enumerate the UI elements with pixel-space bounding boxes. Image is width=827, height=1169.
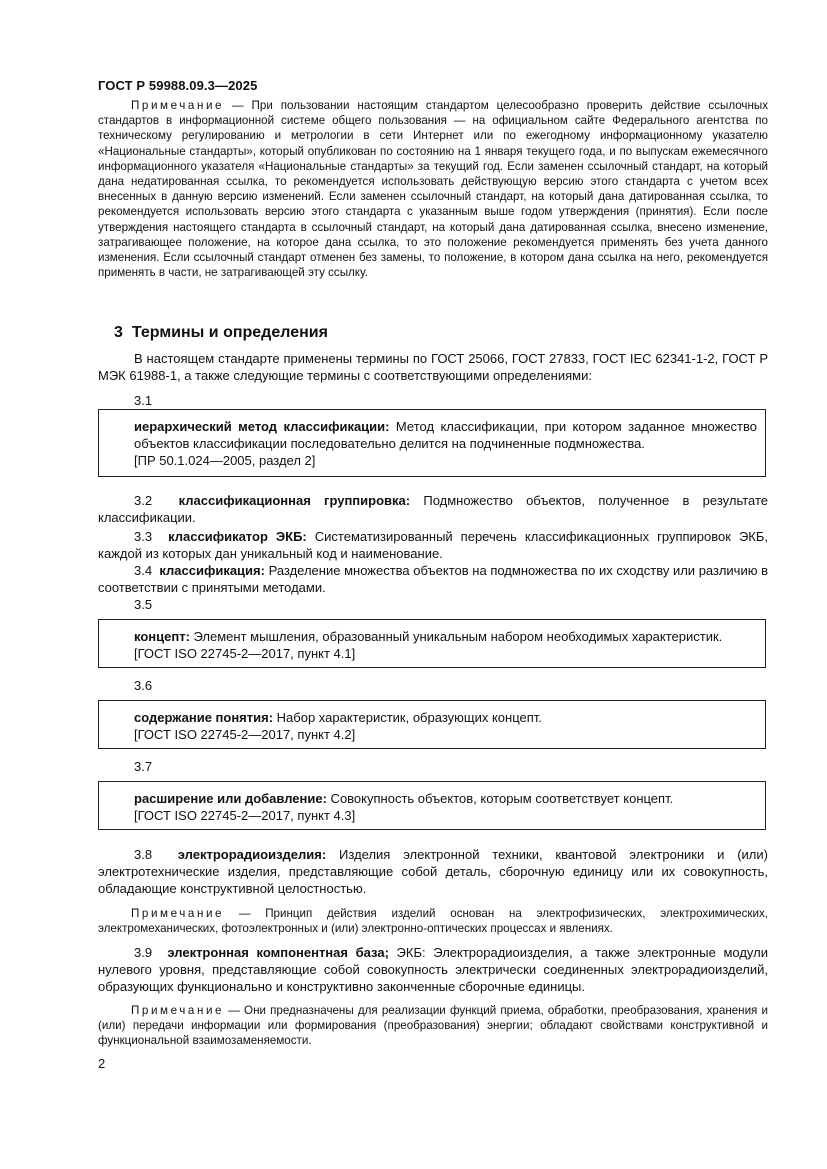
term-name: классификационная группировка: xyxy=(178,493,411,508)
term-def: Набор характеристик, образующих концепт. xyxy=(273,710,542,725)
term-name: содержание понятия: xyxy=(134,710,274,725)
term-num: 3.2 xyxy=(134,493,153,508)
term-name: классификация: xyxy=(159,563,265,578)
document-code-header: ГОСТ Р 59988.09.3—2025 xyxy=(98,78,258,93)
note-label: Примечание xyxy=(131,907,225,920)
note-label: Примечание xyxy=(131,1004,225,1017)
note-label: Примечание xyxy=(131,99,225,112)
term-name: концепт: xyxy=(134,629,190,644)
term-name: электронная компонентная база; xyxy=(167,945,389,960)
term-def: Элемент мышления, образованный уникальным набором необходимых характеристик. xyxy=(189,629,723,644)
term-def: Совокупность объектов, которым соответствует концепт. xyxy=(326,791,674,806)
term-3-3 xyxy=(98,528,768,562)
term-name: иерархический метод классификации: xyxy=(134,419,390,434)
term-num: 3.9 xyxy=(134,945,153,960)
note-text: — Принцип действия изделий основан на электрофизических, электрохимических, электромеханических, фотоэлектронных и (или) электронно-оптических процессах и явлениях. xyxy=(98,907,768,936)
note-text: — При пользовании настоящим стандартом целесообразно проверить действие ссылочных стандартов в информационной системе общего пользования — на официальном сайте Федерального агентства по техническому регулированию и метрологии в сети Интернет или по ежегодному информационному указателю «Национальные стандарты», который опубликован по состоянию на 1 января текущего года, и по выпускам ежемесячного информационного указателя «Национальные стандарты» за текущий год. Если заменен ссылочный стандарт, на который дана недатированная ссылка, то рекомендуется использовать действующую версию этого стандарта с учетом всех внесенных в данную версию изменений. Если заменен ссылочный стандарт, на который дана датированная ссылка, то рекомендуется использовать версию этого стандарта с указанным выше годом утверждения (принятия). Если после утверждения настоящего стандарта в ссылочный стандарт, на который дана датированная ссылка, внесено изменение, затрагивающее положение, на которое дана ссылка, то это положение рекомендуется применять без учета данного изменения. Если ссылочный стандарт отменен без замены, то положение, в котором дана ссылка на него, рекомендуется применять в части, не затрагивающей эту ссылку. xyxy=(98,99,768,280)
term-def: Систематизированный перечень классификационных группировок ЭКБ, каждой из которых дан уникальный код и наименование. xyxy=(98,529,769,561)
term-def: Изделия электронной техники, квантовой электроники и (или) электротехнические изделия, представляющие собой деталь, сборочную единицу или их совокупность, обладающие конструктивной целостностью. xyxy=(98,847,768,896)
term-num: 3.8 xyxy=(134,847,153,862)
term-box-3-7 xyxy=(98,781,766,830)
term-box-3-6 xyxy=(98,700,766,749)
term-num: 3.3 xyxy=(134,529,153,544)
term-number-3-7: 3.7 xyxy=(134,759,153,774)
term-def: Разделение множества объектов на подмножества по их сходству или различию в соответствии с принятыми методами. xyxy=(98,563,768,595)
term-def: Подмножество объектов, полученное в результате классификации. xyxy=(98,493,768,525)
term-reference-3-6: [ГОСТ ISO 22745-2—2017, пункт 4.2] xyxy=(134,727,356,742)
term-3-9 xyxy=(98,944,768,995)
term-definition-3-7 xyxy=(99,790,765,807)
section-number: 3 xyxy=(114,324,123,341)
term-num: 3.4 xyxy=(134,563,153,578)
term-number-3-1: 3.1 xyxy=(134,393,153,408)
term-box-3-1 xyxy=(98,409,766,477)
term-reference-3-5: [ГОСТ ISO 22745-2—2017, пункт 4.1] xyxy=(134,646,356,661)
note-references xyxy=(98,98,768,280)
page-number: 2 xyxy=(98,1056,106,1071)
note-term-3-8 xyxy=(98,906,768,936)
term-definition-3-1 xyxy=(99,418,765,452)
term-reference-3-7: [ГОСТ ISO 22745-2—2017, пункт 4.3] xyxy=(134,808,356,823)
term-definition-3-5 xyxy=(99,628,765,645)
section-heading xyxy=(114,324,328,342)
term-3-8 xyxy=(98,846,768,897)
term-name: классификатор ЭКБ: xyxy=(168,529,307,544)
term-def: ЭКБ: Электрорадиоизделия, а также электронные модули нулевого уровня, представляющие собой совокупность электрически соединенных электрорадиоизделий, образующих функционально и конструктивно законченные сборочные единицы. xyxy=(98,945,768,994)
section-title: Термины и определения xyxy=(131,324,328,341)
term-3-2 xyxy=(98,492,768,526)
term-box-3-5 xyxy=(98,619,766,668)
section-intro: В настоящем стандарте применены термины по ГОСТ 25066, ГОСТ 27833, ГОСТ IEC 62341-1-2, ГОСТ Р МЭК 61988-1, а также следующие термины с соответствующими определениями: xyxy=(98,351,768,383)
term-number-3-5: 3.5 xyxy=(134,597,153,612)
term-definition-3-6 xyxy=(99,709,765,726)
term-def: Метод классификации, при котором заданное множество объектов классификации последовательно делится на подчиненные подмножества. xyxy=(134,419,757,451)
note-text: — Они предназначены для реализации функций приема, обработки, преобразования, хранения и (или) передачи информации или формирования (преобразования) энергии; обладают свойствами конструктивной и функциональной взаимозаменяемости. xyxy=(98,1004,768,1048)
term-name: расширение или добавление: xyxy=(134,791,327,806)
term-name: электрорадиоизделия: xyxy=(177,847,327,862)
term-3-4 xyxy=(98,562,768,596)
term-reference-3-1: [ПР 50.1.024—2005, раздел 2] xyxy=(134,453,316,468)
term-number-3-6: 3.6 xyxy=(134,678,153,693)
note-term-3-9 xyxy=(98,1003,768,1049)
